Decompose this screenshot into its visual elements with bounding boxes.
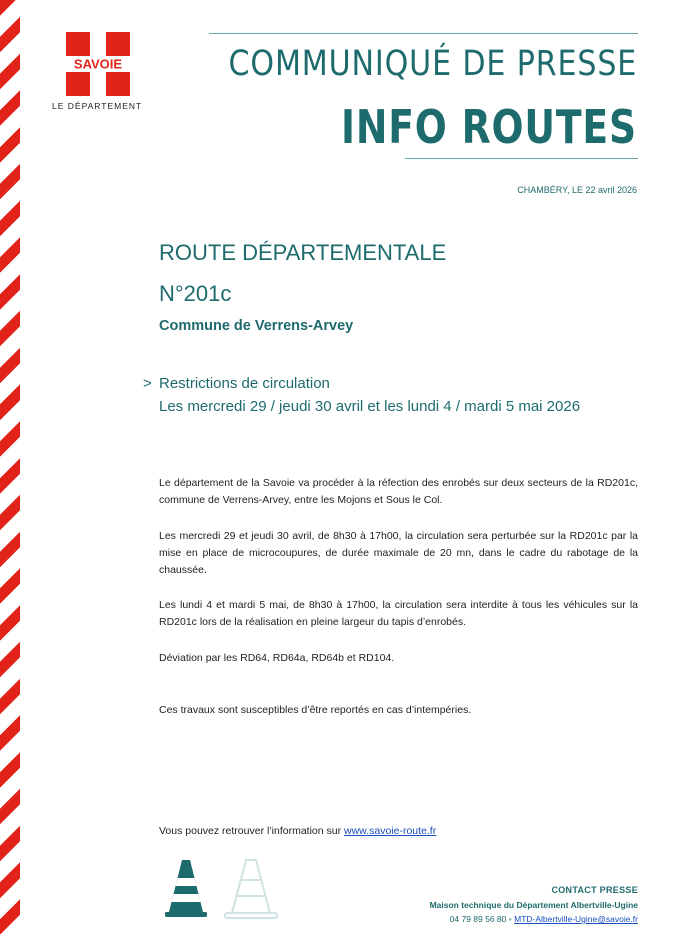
contact-phone: 04 79 89 56 80 [449, 914, 507, 924]
commune-name: Commune de Verrens-Arvey [159, 318, 354, 334]
body-paragraph-1: Le département de la Savoie va procéder à la réfection des enrobés sur deux secteurs de la RD201c, commune de Verrens-Arvey, entre les Mojons et Sous le Col. [159, 477, 638, 506]
traffic-cone-outline-icon [222, 858, 280, 920]
contact-details [450, 914, 638, 924]
chevron-right-icon: > [143, 375, 152, 392]
header-subtitle: INFO ROUTES [341, 100, 637, 154]
date-line: CHAMBÉRY, LE 22 avril 2026 [517, 185, 637, 195]
info-text: Vous pouvez retrouver l’information sur [159, 825, 345, 837]
route-title: ROUTE DÉPARTEMENTALE [159, 240, 447, 265]
bullet-separator: • [508, 914, 512, 924]
body-paragraph-6 [159, 823, 638, 840]
body-paragraph-2: Les mercredi 29 et jeudi 30 avril, de 8h30 à 17h00, la circulation sera perturbée sur la RD201c par la mise en place de microcoupures, de durée maximale de 20 mn, dans le cadre du rabotage de la chaussée. [159, 530, 638, 576]
logo-text: SAVOIE [73, 56, 123, 72]
body-paragraph-3: Les lundi 4 et mardi 5 mai, de 8h30 à 17h00, la circulation sera interdite à tous les véhicules sur la RD201c lors de la réalisation en pleine largeur du tapis d’enrobés. [159, 599, 638, 628]
body-paragraph-5: Ces travaux sont susceptibles d’être reportés en cas d’intempéries. [159, 704, 472, 716]
contact-email-link[interactable]: MTD-Albertville-Ugine@savoie.fr [514, 914, 638, 924]
contact-heading: CONTACT PRESSE [551, 885, 638, 895]
logo-subtitle: LE DÉPARTEMENT [52, 101, 143, 111]
restrictions-dates: Les mercredi 29 / jeudi 30 avril et les lundi 4 / mardi 5 mai 2026 [159, 398, 581, 415]
header-top-rule [209, 33, 638, 34]
hazard-stripe-border [0, 0, 20, 934]
restrictions-heading: Restrictions de circulation [159, 375, 330, 392]
contact-organization: Maison technique du Département Albertville-Ugine [429, 900, 638, 910]
body-paragraph-4: Déviation par les RD64, RD64a, RD64b et RD104. [159, 652, 395, 664]
header-title: COMMUNIQUÉ DE PRESSE [228, 44, 637, 84]
header-bottom-rule [405, 158, 638, 159]
route-number: N°201c [159, 281, 232, 306]
savoie-route-link[interactable]: www.savoie-route.fr [344, 825, 437, 837]
savoie-logo [66, 32, 130, 96]
traffic-cone-icon [162, 858, 210, 918]
